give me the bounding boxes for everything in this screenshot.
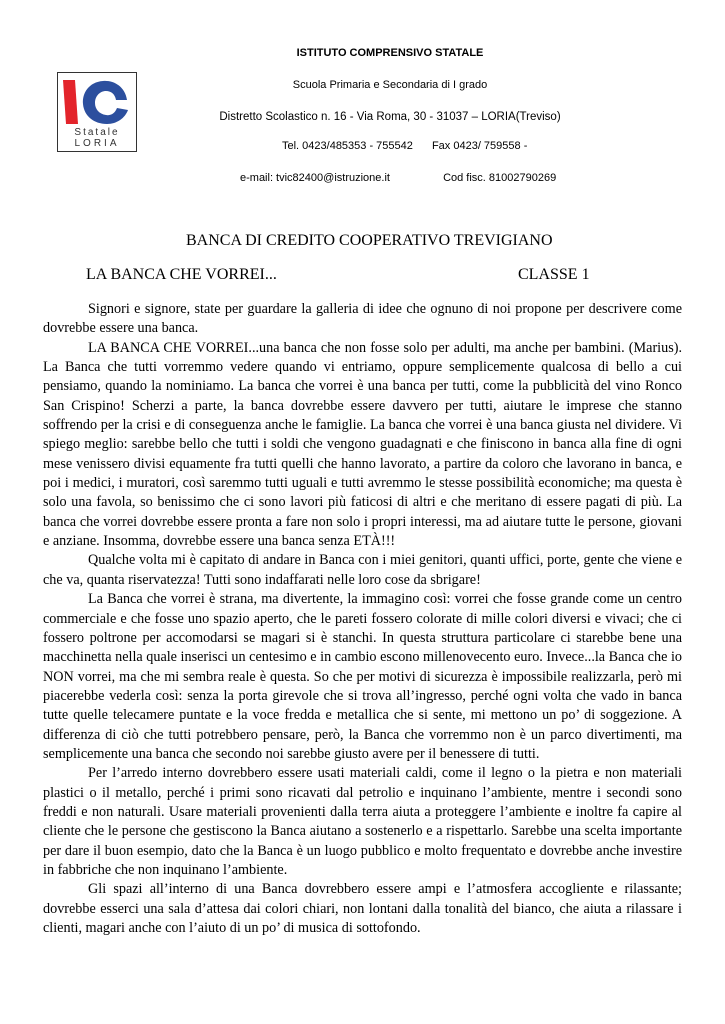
class-label: CLASSE 1 — [518, 266, 590, 283]
paragraph: Signori e signore, state per guardare la galleria di idee che ognuno di noi propone per descrivere come dovrebbe essere una banca. — [43, 301, 682, 337]
school-name: ISTITUTO COMPRENSIVO STATALE — [296, 47, 484, 59]
logo-text-loria: LORIA — [74, 138, 120, 149]
paragraph: La Banca che vorrei è strana, ma divertente, la immagino così: vorrei che fosse grande come un centro commerciale e che fosse uno spazio aperto, che le pareti fossero colorate di mille colori diversi e vivaci; che ci fossero poltrone per accomodarsi se magari si è stanchi. In questa struttura particolare ci starebbe bene una macchinetta nella quale inserisci un centesimo e in cambio escono millenovecento euro. Invece...la Banca che io NON vorrei, ma che mi sembra reale è questa. So che per motivi di sicurezza è impossibile realizzarla, però mi piacerebbe vederla così: senza la porta girevole che si trova all’ingresso, perché ogni volta che vado in banca tutte quelle telecamere puntate e la voce fredda e metallica che si sente, mi mettono un po’ di soggezione. A differenza di ciò che tutti potrebbero pensare, però, la Banca che vorremmo non è un parco divertimenti, ma semplicemente una banca che secondo noi sarebbe giusto avere per il benessere di tutti. — [43, 591, 682, 762]
paragraph: LA BANCA CHE VORREI...una banca che non fosse solo per adulti, ma anche per bambini. (Marius). La Banca che tutti vorremmo vedere quando vi entriamo, oppure semplicemente qualcosa di bello a cui pensiamo, quando la nominiamo. La banca che vorrei è una banca per tutti, come la pubblicità del vino Ronco San Crispino! Scherzi a parte, la banca dovrebbe essere davvero per tutti, aiutare le imprese che stanno soffrendo per la crisi e di conseguenza anche le famiglie. La banca che vorrei è una banca giusta nel dividere. Vi spiego meglio: sarebbe bello che tutti i soldi che vengono guadagnati e che finiscono in banca alla fine di ogni mese venissero divisi equamente fra tutti quelli che hanno lavorato, a partire da coloro che lavorano in banca, e poi i medici, i muratori, così saremmo tutti uguali e tutti avremmo le stesse possibilità economiche; ma questa è solo una favola, so benissimo che ci sono lavori più faticosi di altri e che meritano di essere pagati di più. La banca che vorrei dovrebbe essere pronta a fare non solo i propri interessi, ma ad aiutare tutte le persone, giovani e anziane. Insomma, dovrebbe essere una banca senza ETÀ!!! — [43, 339, 682, 550]
school-logo — [57, 72, 137, 152]
document-body — [43, 300, 682, 938]
bank-title: BANCA DI CREDITO COOPERATIVO TREVIGIANO — [186, 232, 553, 249]
paragraph: Per l’arredo interno dovrebbero essere usati materiali caldi, come il legno o la pietra e non materiali plastici o il metallo, perché i primi sono ricavati dal petrolio e inquinano l’ambiente, mentre i secondi sono freddi e non naturali. Usare materiali provenienti dalla terra aiuta a proteggere l’ambiente e inoltre fa capire al cliente che le persone che gestiscono la Banca aiutano a sostenerlo e a rispettarlo. Sarebbe una scelta importante per dare il buon esempio, dato che la Banca è un luogo pubblico e molto frequentato e dovrebbe anche investire in fabbriche che non inquinano l’ambiente. — [43, 765, 682, 878]
paragraph: Qualche volta mi è capitato di andare in Banca con i miei genitori, quanti uffici, porte, gente che viene e che va, quanta riservatezza! Tutti sono indaffarati nelle loro cose da sbrigare! — [43, 552, 682, 588]
tax-code: Cod fisc. 81002790269 — [443, 172, 557, 184]
logo-text-statale: Statale — [74, 127, 120, 138]
school-subtitle: Scuola Primaria e Secondaria di I grado — [292, 79, 488, 91]
contact-line-email — [230, 171, 590, 185]
contact-line-phone — [230, 139, 590, 153]
school-address: Distretto Scolastico n. 16 - Via Roma, 30 - 31037 – LORIA(Treviso) — [219, 111, 561, 123]
document-heading: LA BANCA CHE VORREI... — [86, 266, 277, 283]
paragraph: Gli spazi all’interno di una Banca dovrebbero essere ampi e l’atmosfera accogliente e rilassante; dovrebbe esserci una sala d’attesa dai colori chiari, non lontani dalla tonalità del bianco, che aiuta a rilassare i clienti, magari anche con l’aiuto di un po’ di musica di sottofondo. — [43, 881, 682, 936]
phone-number: Tel. 0423/485353 - 755542 — [282, 140, 413, 152]
fax-number: Fax 0423/ 759558 - — [431, 140, 528, 152]
email-address: e-mail: tvic82400@istruzione.it — [240, 172, 390, 184]
